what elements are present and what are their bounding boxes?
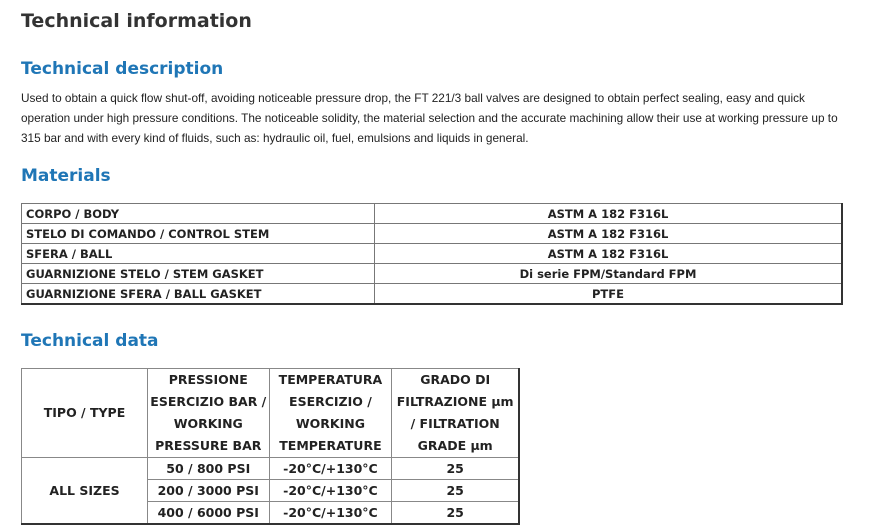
technical-data-header-row xyxy=(22,369,520,458)
type-cell: ALL SIZES xyxy=(22,458,148,525)
material-value: ASTM A 182 F316L xyxy=(375,204,843,224)
materials-row xyxy=(22,244,843,264)
pressure-cell: 400 / 6000 PSI xyxy=(148,502,270,525)
materials-heading: Materials xyxy=(21,166,111,186)
temperature-header: TEMPERATURA ESERCIZIO / WORKING TEMPERATURE xyxy=(269,369,392,458)
type-header: TIPO / TYPE xyxy=(22,369,148,458)
pressure-cell: 200 / 3000 PSI xyxy=(148,480,270,502)
material-part: GUARNIZIONE STELO / STEM GASKET xyxy=(22,264,375,284)
temperature-cell: -20°C/+130°C xyxy=(269,502,392,525)
temperature-cell: -20°C/+130°C xyxy=(269,458,392,480)
materials-row xyxy=(22,224,843,244)
filtration-cell: 25 xyxy=(392,502,519,525)
materials-row xyxy=(22,204,843,224)
filtration-cell: 25 xyxy=(392,458,519,480)
temperature-cell: -20°C/+130°C xyxy=(269,480,392,502)
material-part: SFERA / BALL xyxy=(22,244,375,264)
table-row xyxy=(22,458,520,480)
material-part: CORPO / BODY xyxy=(22,204,375,224)
materials-row xyxy=(22,284,843,305)
technical-description-heading: Technical description xyxy=(21,59,224,79)
material-part: GUARNIZIONE SFERA / BALL GASKET xyxy=(22,284,375,305)
material-value: PTFE xyxy=(375,284,843,305)
pressure-header: PRESSIONE ESERCIZIO BAR / WORKING PRESSURE BAR xyxy=(148,369,270,458)
materials-row xyxy=(22,264,843,284)
material-value: Di serie FPM/Standard FPM xyxy=(375,264,843,284)
material-part: STELO DI COMANDO / CONTROL STEM xyxy=(22,224,375,244)
technical-data-heading: Technical data xyxy=(21,331,159,351)
pressure-cell: 50 / 800 PSI xyxy=(148,458,270,480)
materials-table xyxy=(21,203,843,305)
page-title: Technical information xyxy=(21,10,252,32)
material-value: ASTM A 182 F316L xyxy=(375,224,843,244)
filtration-header: GRADO DI FILTRAZIONE µm / FILTRATION GRADE µm xyxy=(392,369,519,458)
technical-description-text: Used to obtain a quick flow shut-off, avoiding noticeable pressure drop, the FT 221/3 ball valves are designed to obtain perfect sealing, easy and quick operation under high pressure conditions. The noticeable solidity, the material selection and the accurate machining allow their use at working pressure up to 315 bar and with every kind of fluids, such as: hydraulic oil, fuel, emulsions and liquids in general. xyxy=(21,91,838,145)
filtration-cell: 25 xyxy=(392,480,519,502)
material-value: ASTM A 182 F316L xyxy=(375,244,843,264)
technical-data-table xyxy=(21,368,520,525)
